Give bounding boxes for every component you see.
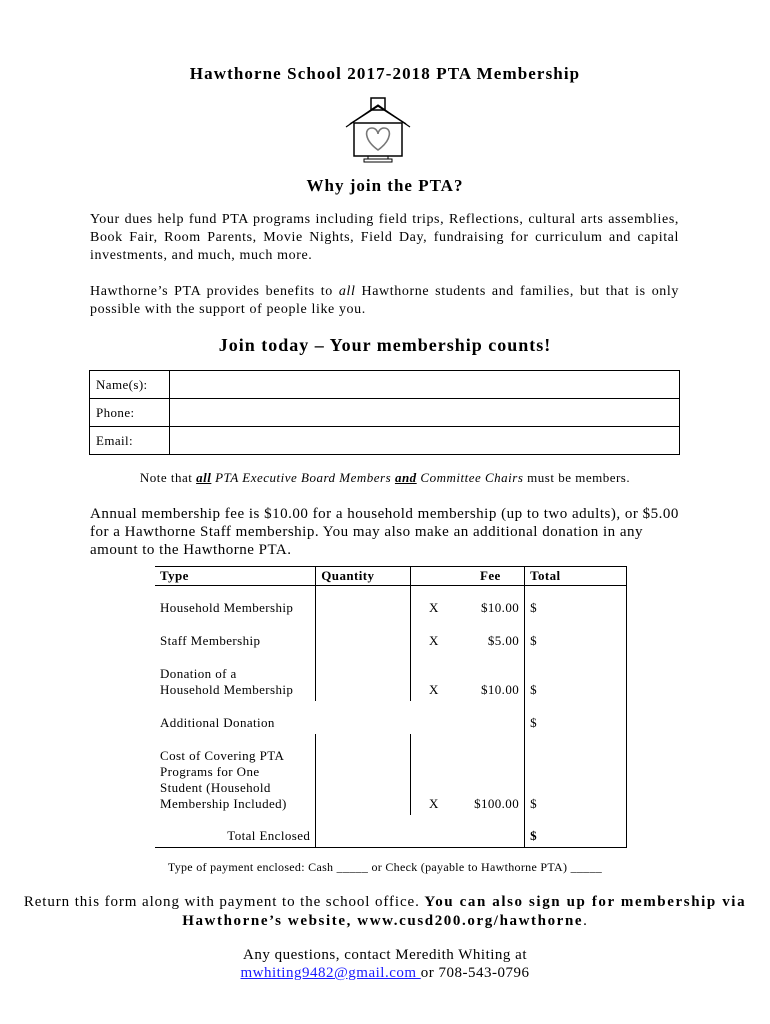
multiply-sign: X	[411, 652, 457, 701]
row-type: Cost of Covering PTA Programs for One Student (Household Membership Included)	[160, 747, 287, 811]
empty-cell	[316, 701, 411, 734]
col-quantity: Quantity	[316, 567, 411, 586]
join-heading: Join today – Your membership counts!	[218, 335, 552, 355]
phone-number: or 708-543-0796	[420, 965, 530, 981]
table-row	[155, 652, 627, 701]
fee-value: $10.00	[480, 681, 520, 697]
col-fee: Fee	[457, 567, 525, 586]
name-label: Name(s):	[90, 371, 170, 399]
total-cell[interactable]: $	[525, 619, 627, 652]
empty-cell	[411, 815, 457, 848]
why-heading: Why join the PTA?	[306, 176, 464, 195]
phone-row	[90, 399, 680, 427]
col-type: Type	[155, 567, 316, 586]
contact-info	[0, 946, 770, 982]
phone-field[interactable]	[170, 399, 680, 427]
email-label: Email:	[90, 427, 170, 455]
table-row	[155, 586, 627, 619]
col-total: Total	[525, 567, 627, 586]
members-note: Note that all PTA Executive Board Members and Committee Chairs must be members.	[139, 470, 631, 485]
row-type: Household Membership	[160, 599, 294, 615]
quantity-cell[interactable]	[316, 652, 411, 701]
empty-cell	[457, 815, 525, 848]
contact-line: Any questions, contact Meredith Whiting at	[242, 947, 527, 963]
total-row	[155, 815, 627, 848]
row-type: Staff Membership	[160, 632, 261, 648]
multiply-sign: X	[411, 619, 457, 652]
payment-type-line: Type of payment enclosed: Cash _____ or Check (payable to Hawthorne PTA) _____	[167, 860, 603, 874]
contact-info-table	[89, 370, 680, 455]
empty-cell	[316, 815, 411, 848]
table-row	[155, 734, 627, 815]
multiply-sign	[411, 701, 457, 734]
fee-value	[457, 701, 525, 734]
return-instructions: Return this form along with payment to the school office. You can also sign up for membership via Hawthorne’s website, www.cusd200.org/hawthorne.	[23, 894, 747, 929]
table-row	[155, 701, 627, 734]
quantity-cell[interactable]	[316, 586, 411, 619]
schoolhouse-heart-icon	[344, 96, 412, 164]
quantity-cell[interactable]	[316, 619, 411, 652]
page-title: Hawthorne School 2017-2018 PTA Membership	[189, 64, 581, 83]
total-cell[interactable]: $	[525, 734, 627, 815]
total-label: Total Enclosed	[155, 815, 316, 848]
table-row	[155, 619, 627, 652]
name-row	[90, 371, 680, 399]
phone-label: Phone:	[90, 399, 170, 427]
total-cell[interactable]: $	[525, 586, 627, 619]
total-enclosed-cell[interactable]: $	[525, 815, 627, 848]
total-cell[interactable]: $	[525, 701, 627, 734]
quantity-cell[interactable]	[316, 734, 411, 815]
name-field[interactable]	[170, 371, 680, 399]
why-paragraph-2: Hawthorne’s PTA provides benefits to all Hawthorne students and families, but that is only possible with the support of people like you.	[90, 284, 680, 317]
row-type: Donation of a Household Membership	[160, 665, 294, 697]
fee-description: Annual membership fee is $10.00 for a household membership (up to two adults), or $5.00 for a Hawthorne Staff membership. You may also make an additional donation in any amount to the Hawthorne PTA.	[90, 506, 679, 558]
fee-value: $5.00	[487, 632, 520, 648]
why-paragraph-1: Your dues help fund PTA programs including field trips, Reflections, cultural arts assemblies, Book Fair, Room Parents, Movie Nights, Field Day, fundraising for curriculum and capital investments, and much, much more.	[90, 212, 679, 263]
email-row	[90, 427, 680, 455]
row-type: Additional Donation	[160, 714, 275, 730]
fees-header-row	[155, 567, 627, 586]
website-signup-text: You can also sign up for membership via Hawthorne’s website, www.cusd200.org/hawthorne	[182, 894, 747, 929]
email-field[interactable]	[170, 427, 680, 455]
fees-table	[155, 566, 627, 848]
email-link[interactable]: mwhiting9482@gmail.com	[240, 965, 421, 981]
total-cell[interactable]: $	[525, 652, 627, 701]
multiply-sign: X	[411, 734, 457, 815]
multiply-sign: X	[411, 586, 457, 619]
fee-value: $10.00	[480, 599, 520, 615]
fee-value: $100.00	[474, 795, 520, 811]
col-multiply	[411, 567, 457, 586]
